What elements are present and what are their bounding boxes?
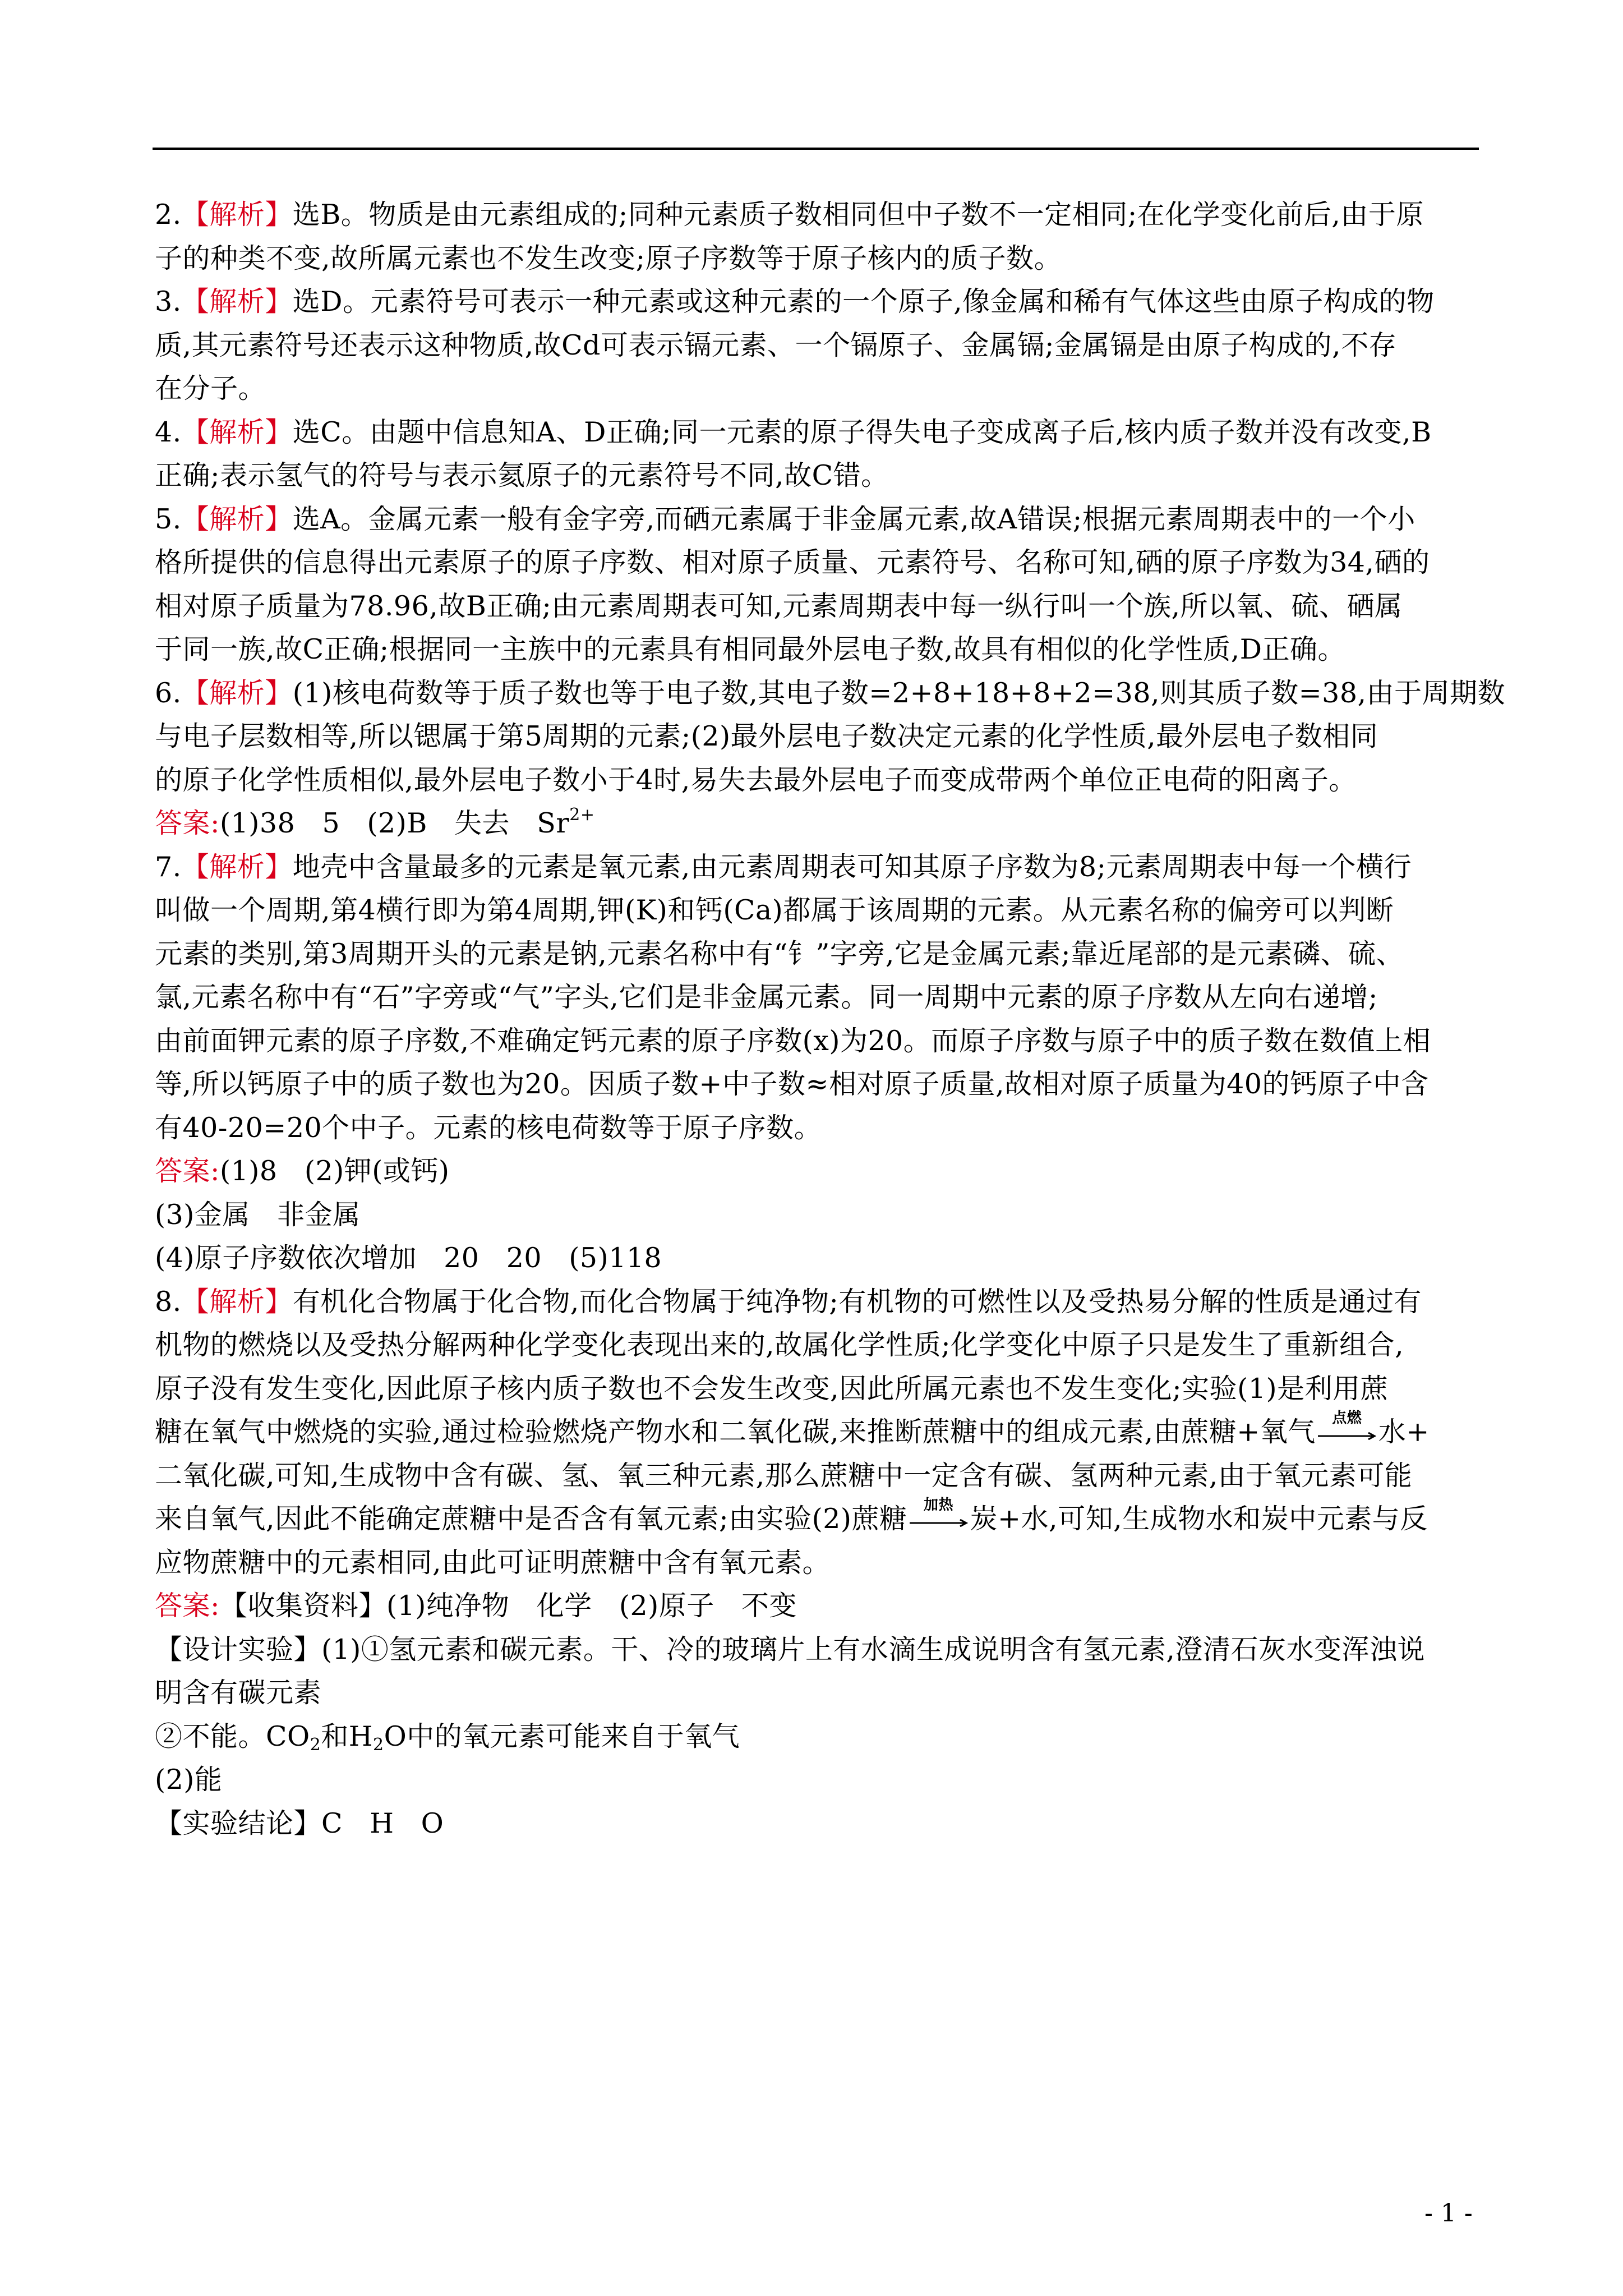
q8-line-1	[155, 1280, 1490, 1324]
q6-answer-charge: 2+	[569, 805, 595, 825]
arrow-right-icon	[910, 1519, 968, 1527]
q7-answer-2: (3)金属 非金属	[155, 1198, 361, 1231]
co2-subscript: 2	[310, 1734, 321, 1755]
answer-key	[155, 193, 1506, 1845]
q6-answer-label: 答案:	[155, 807, 220, 839]
q8-text-1: 有机化合物属于化合物,而化合物属于纯净物;有机物的可燃性以及受热易分解的性质是通过有	[292, 1285, 1422, 1318]
q7-line-5: 由前面钾元素的原子序数,不难确定钙元素的原子序数(x)为20。而原子序数与原子中的质子数在数值上相	[155, 1024, 1431, 1057]
page-number: - 1 -	[1424, 2199, 1473, 2228]
q8-answer-5: (2)能	[155, 1764, 223, 1796]
q6-analysis-label: 【解析】	[181, 677, 293, 709]
q8-line-3: 原子没有发生变化,因此原子核内质子数也不会发生改变,因此所属元素也不发生变化;实验(1)是利用蔗	[155, 1372, 1389, 1405]
q8-line-5: 二氧化碳,可知,生成物中含有碳、氢、氧三种元素,那么蔗糖中一定含有碳、氢两种元素,由于氧元素可能	[155, 1459, 1413, 1492]
q6-number: 6.	[155, 677, 182, 709]
header-rule	[153, 148, 1479, 150]
q8-text-4a: 糖在氧气中燃烧的实验,通过检验燃烧产物水和二氧化碳,来推断蔗糖中的组成元素,由蔗糖+氧气	[155, 1416, 1316, 1448]
q4-line-2: 正确;表示氢气的符号与表示氦原子的元素符号不同,故C错。	[155, 459, 889, 491]
q5-number: 5.	[155, 503, 182, 535]
q7-answer-label: 答案:	[155, 1155, 220, 1187]
q5-analysis-label: 【解析】	[181, 503, 293, 535]
q3-line-1	[155, 280, 1490, 324]
q7-analysis-label: 【解析】	[181, 850, 293, 883]
q2-line-1	[155, 193, 1490, 237]
q6-answer-text: (1)38 5 (2)B 失去 Sr	[220, 807, 570, 839]
q7-number: 7.	[155, 850, 182, 883]
q5-line-2: 格所提供的信息得出元素原子的原子序数、相对原子质量、元素符号、名称可知,硒的原子序数为34,硒的	[155, 546, 1430, 578]
q3-text-1: 选D。元素符号可表示一种元素或这种元素的一个原子,像金属和稀有气体这些由原子构成的物	[292, 286, 1435, 318]
q6-line-3: 的原子化学性质相似,最外层电子数小于4时,易失去最外层电子而变成带两个单位正电荷的阳离子。	[155, 763, 1357, 796]
q8-answer-label: 答案:	[155, 1590, 220, 1622]
q8-number: 8.	[155, 1285, 182, 1318]
q7-line-7: 有40-20=20个中子。元素的核电荷数等于原子序数。	[155, 1111, 822, 1144]
reaction-condition-ignite: 点燃	[1332, 1410, 1362, 1427]
q8-text-6a: 来自氧气,因此不能确定蔗糖中是否含有氧元素;由实验(2)蔗糖	[155, 1503, 907, 1535]
q8-line-2: 机物的燃烧以及受热分解两种化学变化表现出来的,故属化学性质;化学变化中原子只是发生了重新组合,	[155, 1329, 1404, 1361]
reaction-arrow-ignite	[1318, 1410, 1376, 1443]
q2-analysis-label: 【解析】	[181, 199, 293, 231]
q4-line-1	[155, 411, 1490, 454]
q5-line-1	[155, 498, 1490, 541]
q7-line-3: 元素的类别,第3周期开头的元素是钠,元素名称中有“钅”字旁,它是金属元素;靠近尾部的是元素磷、硫、	[155, 937, 1404, 970]
q8-answer-6: 【实验结论】C H O	[155, 1807, 444, 1839]
q6-line-1	[155, 671, 1506, 715]
q5-text-1: 选A。金属元素一般有金字旁,而硒元素属于非金属元素,故A错误;根据元素周期表中的一个小	[292, 503, 1415, 535]
q7-answer	[155, 1149, 1490, 1193]
q8-answer-3: 明含有碳元素	[155, 1677, 322, 1709]
q7-line-1	[155, 845, 1490, 889]
q8-line-6	[155, 1497, 1490, 1541]
q4-text-1: 选C。由题中信息知A、D正确;同一元素的原子得失电子变成离子后,核内质子数并没有改变,B	[292, 416, 1432, 448]
reaction-condition-heat: 加热	[923, 1497, 953, 1513]
q7-text-1: 地壳中含量最多的元素是氧元素,由元素周期表可知其原子序数为8;元素周期表中每一个横行	[292, 850, 1412, 883]
q8-line-4	[155, 1410, 1490, 1454]
q7-line-2: 叫做一个周期,第4横行即为第4周期,钾(K)和钙(Ca)都属于该周期的元素。从元素名称的偏旁可以判断	[155, 894, 1394, 926]
q2-number: 2.	[155, 199, 182, 231]
q8-answer-4-post: O中的氧元素可能来自于氧气	[384, 1720, 740, 1752]
q8-text-6b: 炭+水,可知,生成物水和炭中元素与反	[970, 1503, 1428, 1535]
q6-line-2: 与电子层数相等,所以锶属于第5周期的元素;(2)最外层电子数决定元素的化学性质,最外层电子数相同	[155, 720, 1378, 752]
q7-line-4: 氯,元素名称中有“石”字旁或“气”字头,它们是非金属元素。同一周期中元素的原子序数从左向右递增;	[155, 981, 1378, 1013]
q8-answer-2: 【设计实验】(1)①氢元素和碳元素。干、冷的玻璃片上有水滴生成说明含有氢元素,澄清石灰水变浑浊说	[155, 1633, 1425, 1665]
q7-line-6: 等,所以钙原子中的质子数也为20。因质子数+中子数≈相对原子质量,故相对原子质量为40的钙原子中含	[155, 1068, 1429, 1100]
q8-answer-4	[155, 1715, 1490, 1759]
q5-line-4: 于同一族,故C正确;根据同一主族中的元素具有相同最外层电子数,故具有相似的化学性质,D正确。	[155, 633, 1346, 665]
reaction-arrow-heat	[910, 1497, 968, 1530]
q8-line-7: 应物蔗糖中的元素相同,由此可证明蔗糖中含有氧元素。	[155, 1546, 831, 1579]
q6-answer	[155, 802, 1490, 845]
arrow-right-icon	[1318, 1432, 1376, 1440]
q8-answer-4-mid: 和H	[321, 1720, 373, 1752]
q4-number: 4.	[155, 416, 182, 448]
q7-answer-text: (1)8 (2)钾(或钙)	[220, 1155, 450, 1187]
q4-analysis-label: 【解析】	[181, 416, 293, 448]
q3-analysis-label: 【解析】	[181, 286, 293, 318]
q8-text-4b: 水+	[1378, 1416, 1430, 1448]
q3-number: 3.	[155, 286, 182, 318]
q7-answer-3: (4)原子序数依次增加 20 20 (5)118	[155, 1242, 662, 1274]
q3-line-3: 在分子。	[155, 372, 266, 404]
q2-text-1: 选B。物质是由元素组成的;同种元素质子数相同但中子数不一定相同;在化学变化前后,由于原	[292, 199, 1424, 231]
h2o-subscript: 2	[373, 1734, 384, 1755]
q5-line-3: 相对原子质量为78.96,故B正确;由元素周期表可知,元素周期表中每一纵行叫一个族,所以氧、硫、硒属	[155, 590, 1403, 622]
q8-analysis-label: 【解析】	[181, 1285, 293, 1318]
q8-answer-4-pre: ②不能。CO	[155, 1720, 310, 1752]
q2-line-2: 子的种类不变,故所属元素也不发生改变;原子序数等于原子核内的质子数。	[155, 242, 1062, 274]
q6-text-1: (1)核电荷数等于质子数也等于电子数,其电子数=2+8+18+8+2=38,则其质子数=38,由于周期数	[292, 677, 1506, 709]
q8-answer-text: 【收集资料】(1)纯净物 化学 (2)原子 不变	[220, 1590, 797, 1622]
q3-line-2: 质,其元素符号还表示这种物质,故Cd可表示镉元素、一个镉原子、金属镉;金属镉是由原子构成的,不存	[155, 329, 1397, 361]
q8-answer	[155, 1584, 1490, 1628]
